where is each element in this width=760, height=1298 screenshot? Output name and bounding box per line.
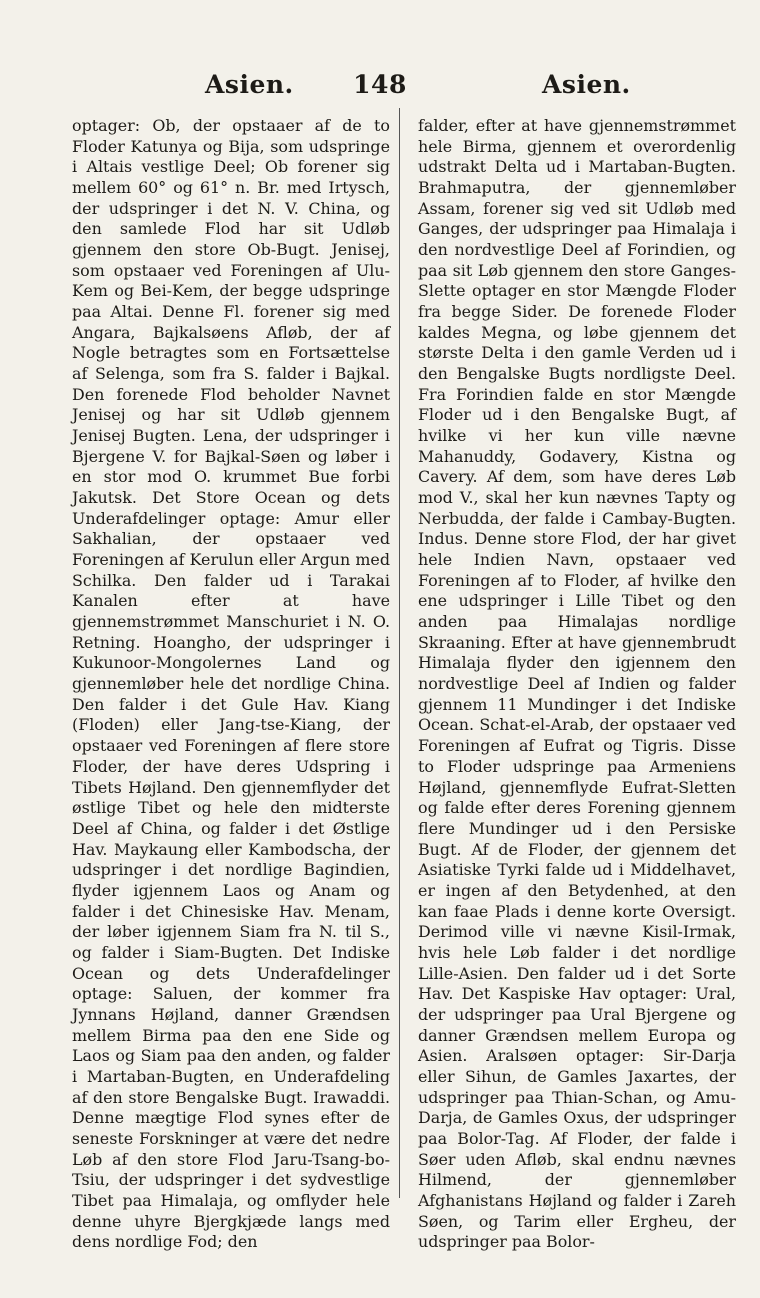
left-column bbox=[72, 116, 390, 1253]
page-header bbox=[0, 70, 760, 104]
right-column-text: falder, efter at have gjennemstrømmet hele Birma, gjennem et overordenlig udstrakt Delta ud i Martaban-Bugten. Brahmaputra, der gjennemløber Assam, forener sig ved sit Udløb med Ganges, der udspringer paa Himalaja i den nordvestlige Deel af Forindien, og paa sit Løb gjennem den store Ganges-Slette optager en stor Mængde Floder fra begge Sider. De forenede Floder kaldes Megna, og løbe gjennem det største Delta i den gamle Verden ud i den Bengalske Bugts nordligste Deel. Fra Forindien falde en stor Mængde Floder ud i den Bengalske Bugt, af hvilke vi her kun ville nævne Mahanuddy, Godavery, Kistna og Cavery. Af dem, som have deres Løb mod V., skal her kun nævnes Tapty og Nerbudda, der falde i Cambay-Bugten. Indus. Denne store Flod, der har givet hele Indien Navn, opstaaer ved Foreningen af to Floder, af hvilke den ene udspringer i Lille Tibet og den anden paa Himalajas nordlige Skraaning. Efter at have gjennembrudt Himalaja flyder den igjennem den nordvestlige Deel af Indien og falder gjennem 11 Mundinger i det Indiske Ocean. Schat-el-Arab, der opstaaer ved Foreningen af Eufrat og Tigris. Disse to Floder udspringe paa Armeniens Højland, gjennemflyde Eufrat-Sletten og falde efter deres Forening gjennem flere Mundinger ud i den Persiske Bugt. Af de Floder, der gjennem det Asiatiske Tyrki falde ud i Middelhavet, er ingen af den Betydenhed, at den kan faae Plads i denne korte Oversigt. Derimod ville vi nævne Kisil-Irmak, hvis hele Løb falder i det nordlige Lille-Asien. Den falder ud i det Sorte Hav. Det Kaspiske Hav optager: Ural, der udspringer paa Ural Bjergene og danner Grændsen mellem Europa og Asien. Aralsøen optager: Sir-Darja eller Sihun, de Gamles Jaxartes, der udspringer paa Thian-Schan, og Amu-Darja, de Gamles Oxus, der udspringer paa Bolor-Tag. Af Floder, der falde i Søer uden Afløb, skal endnu nævnes Hilmend, der gjennemløber Afghanistans Højland og falder i Zareh Søen, og Tarim eller Ergheu, der udspringer paa Bolor- bbox=[418, 116, 736, 1252]
page-number: 148 bbox=[353, 70, 407, 99]
right-column bbox=[418, 116, 736, 1253]
running-head-left: Asien. bbox=[205, 70, 294, 99]
column-divider bbox=[399, 108, 400, 1198]
left-column-text: optager: Ob, der opstaaer af de to Floder Katunya og Bija, som udspringe i Altais vestlige Deel; Ob forener sig mellem 60° og 61° n. Br. med Irtysch, der udspringer i det N. V. China, og den samlede Flod har sit Udløb gjennem den store Ob-Bugt. Jenisej, som opstaaer ved Foreningen af Ulu-Kem og Bei-Kem, der begge udspringe paa Altai. Denne Fl. forener sig med Angara, Bajkalsøens Afløb, der af Nogle betragtes som en Fortsættelse af Selenga, som fra S. falder i Bajkal. Den forenede Flod beholder Navnet Jenisej og har sit Udløb gjennem Jenisej Bugten. Lena, der udspringer i Bjergene V. for Bajkal-Søen og løber i en stor mod O. krummet Bue forbi Jakutsk. Det Store Ocean og dets Underafdelinger optage: Amur eller Sakhalian, der opstaaer ved Foreningen af Kerulun eller Argun med Schilka. Den falder ud i Tarakai Kanalen efter at have gjennemstrømmet Manschuriet i N. O. Retning. Hoangho, der udspringer i Kukunoor-Mongolernes Land og gjennemløber hele det nordlige China. Den falder i det Gule Hav. Kiang (Floden) eller Jang-tse-Kiang, der opstaaer ved Foreningen af flere store Floder, der have deres Udspring i Tibets Højland. Den gjennemflyder det østlige Tibet og hele den midterste Deel af China, og falder i det Østlige Hav. Maykaung eller Kambodscha, der udspringer i det nordlige Bagindien, flyder igjennem Laos og Anam og falder i det Chinesiske Hav. Menam, der løber igjennem Siam fra N. til S., og falder i Siam-Bugten. Det Indiske Ocean og dets Underafdelinger optage: Saluen, der kommer fra Jynnans Højland, danner Grændsen mellem Birma paa den ene Side og Laos og Siam paa den anden, og falder i Martaban-Bugten, en Underafdeling af den store Bengalske Bugt. Irawaddi. Denne mægtige Flod synes efter de seneste Forskninger at være det nedre Løb af den store Flod Jaru-Tsang-bo-Tsiu, der udspringer i det sydvestlige Tibet paa Himalaja, og omflyder hele denne uhyre Bjergkjæde langs med dens nordlige Fod; den bbox=[72, 116, 390, 1252]
running-head-right: Asien. bbox=[542, 70, 631, 99]
